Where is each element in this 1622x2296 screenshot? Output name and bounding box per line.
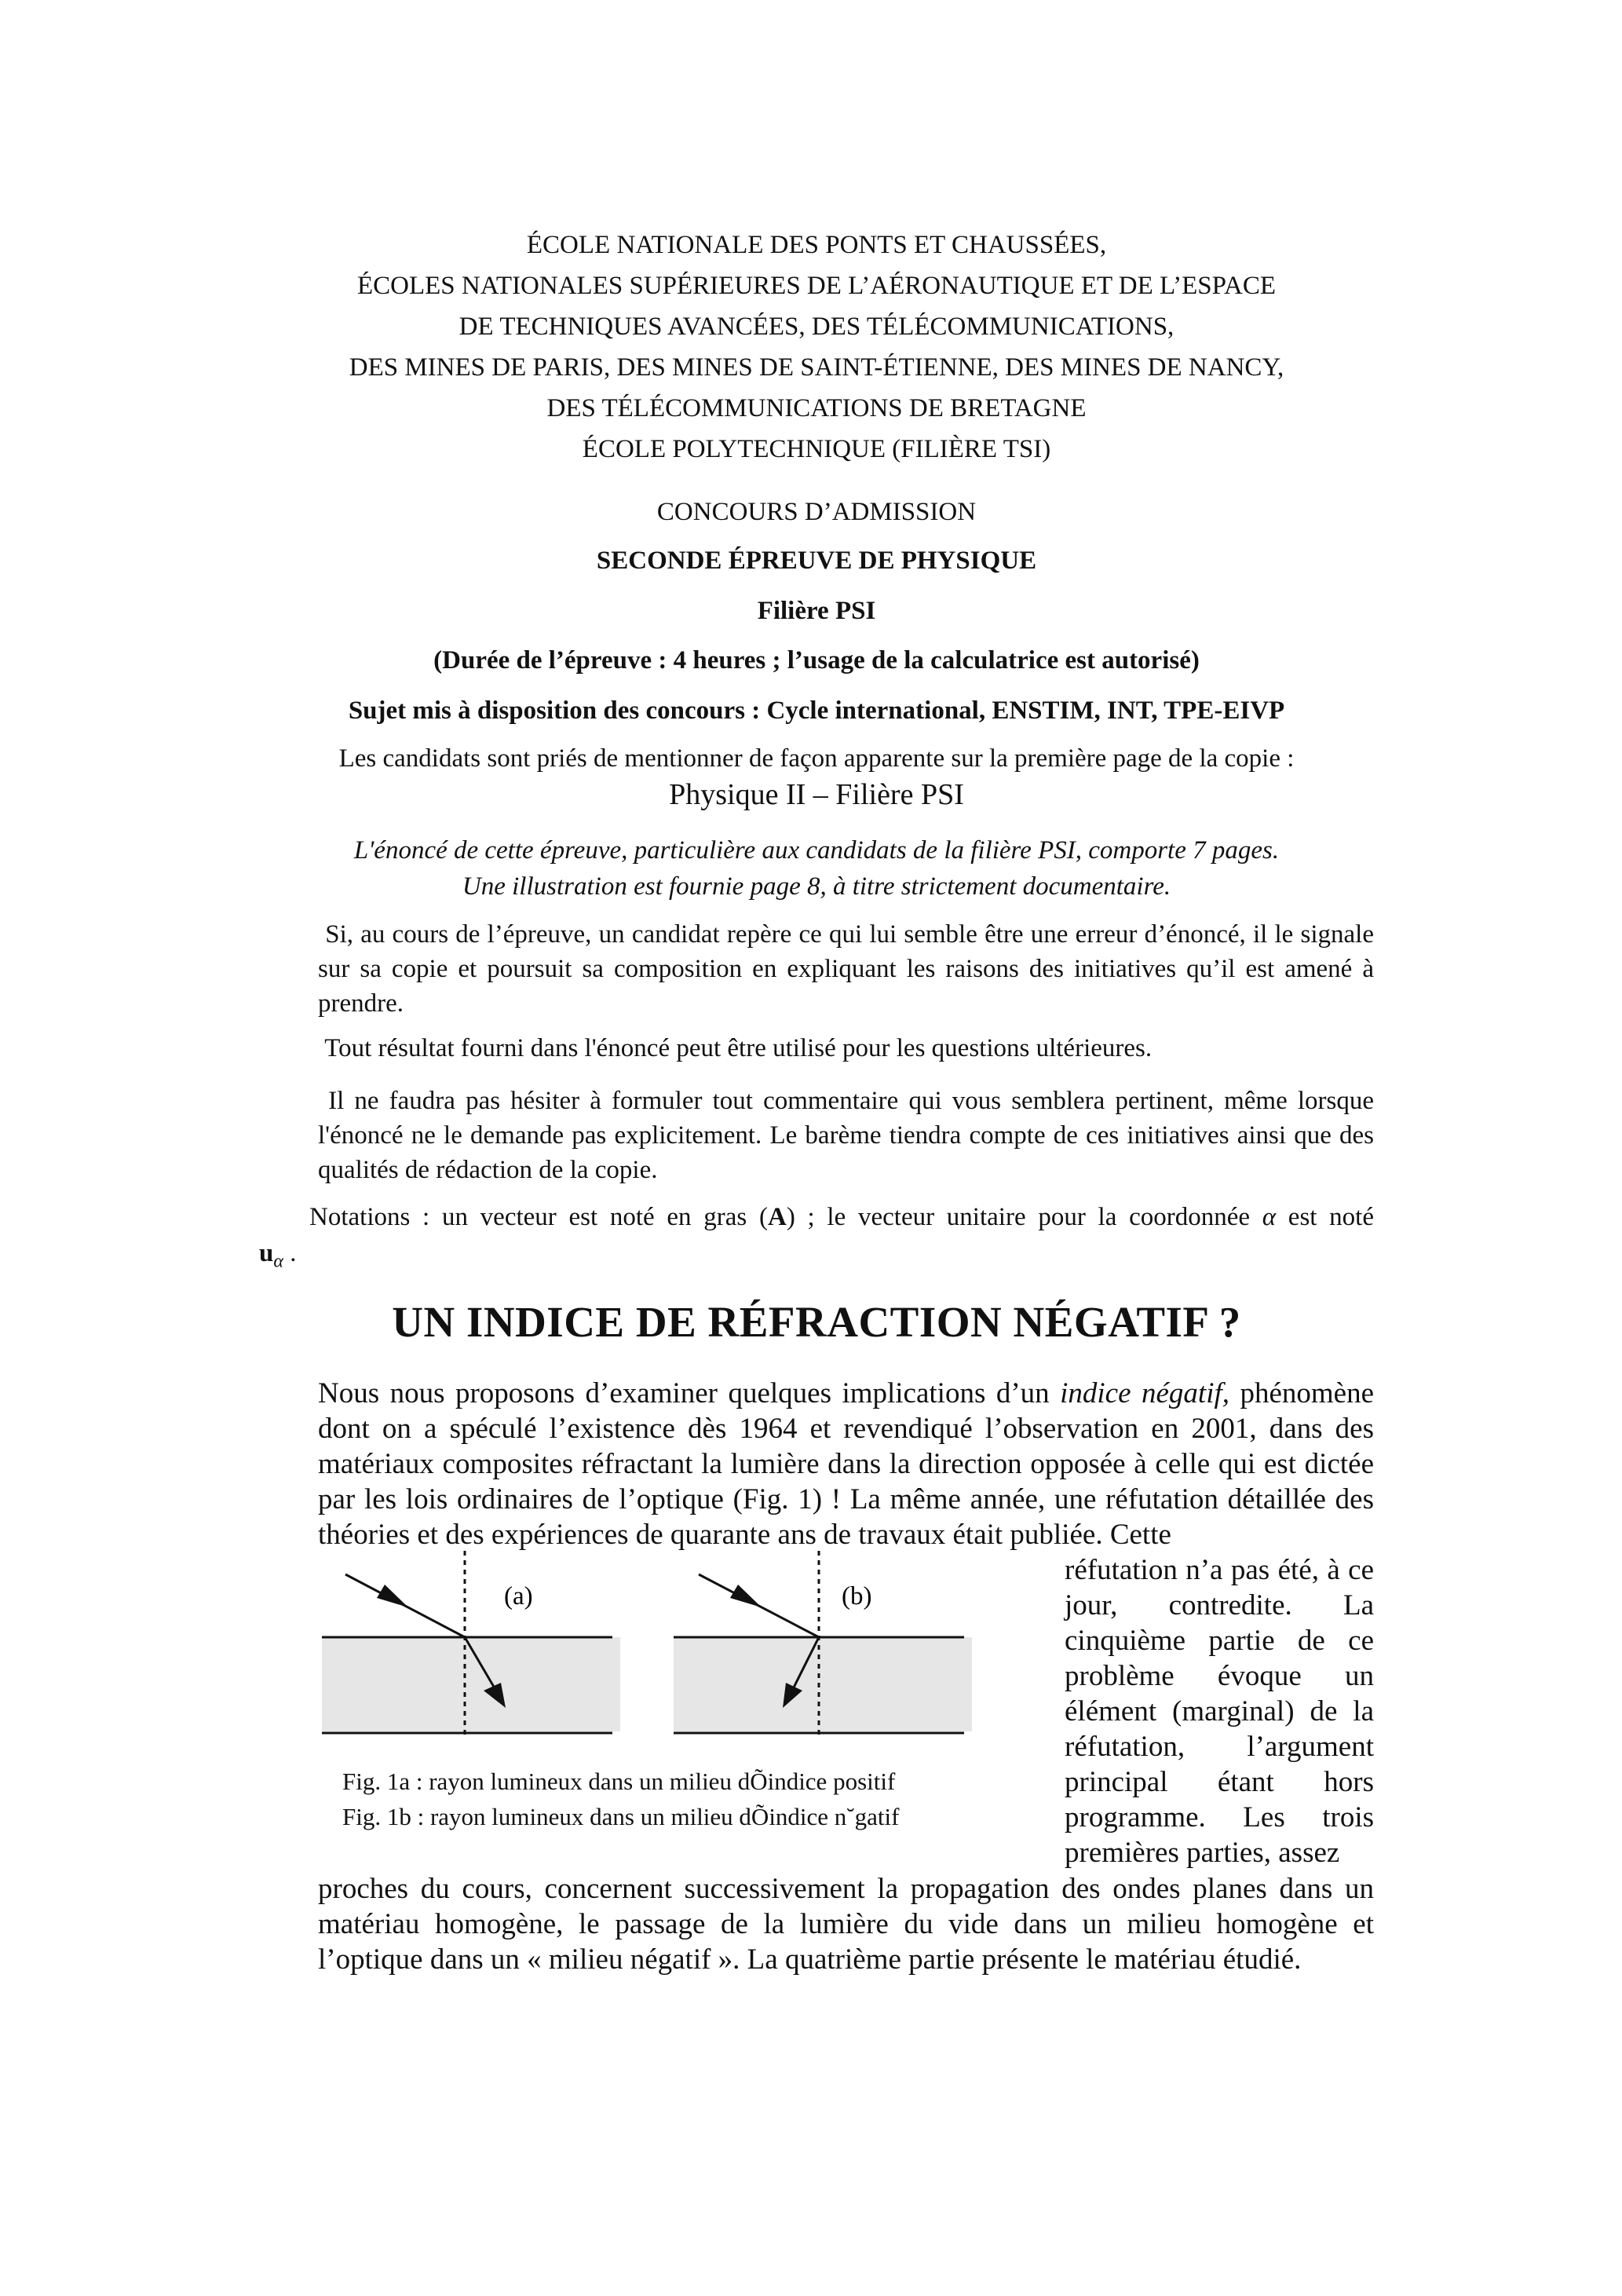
header-line: ÉCOLE POLYTECHNIQUE (FILIÈRE TSI) [582,435,1051,463]
header-line: DES TÉLÉCOMMUNICATIONS DE BRETAGNE [546,394,1087,422]
medium-a [322,1637,620,1731]
figure-caption-b: Fig. 1b : rayon lumineux dans un milieu dÕindice n˘gatif [342,1803,900,1830]
subject-availability: Sujet mis à disposition des concours : Cycle international, ENSTIM, INT, TPE-EIVP [348,696,1285,725]
unit-vector-subscript: α [273,1251,283,1272]
rule-text: Tout résultat fourni dans l'énoncé peut être utilisé pour les questions ultérieures. [324,1034,1153,1062]
rule-text: Il ne faudra pas hésiter à formuler tout commentaire qui vous semblera pertinent, même lorsque l'énoncé ne le demande pas explicitement. Le barème tiendra compte de ces initiatives ainsi que des qualités de rédaction de la copie. [318,1087,1374,1184]
refraction-figure [314,1551,989,1755]
incident-arrowhead-b [730,1585,762,1607]
fig-label-a: (a) [504,1582,533,1610]
figure-caption-a: Fig. 1a : rayon lumineux dans un milieu dÕindice positif [342,1768,896,1795]
intro-side-column: réfutation n’a pas été, à ce jour, contredite. La cinquième partie de ce problème évoque un élément (marginal) de la réfutation, l’argument principal étant hors programme. Les trois premières parties, assez [1065,1554,1374,1869]
school-header [236,225,1397,470]
copy-instruction: Les candidats sont priés de mentionner de façon apparente sur la première page de la copie : [338,744,1295,773]
medium-b [674,1637,972,1731]
header-line: ÉCOLES NATIONALES SUPÉRIEURES DE L’AÉRONAUTIQUE ET DE L’ESPACE [356,272,1276,300]
unit-vector-dot: . [290,1239,297,1267]
statement-note [236,832,1397,905]
copy-title: Physique II – Filière PSI [669,778,964,811]
unit-vector-letter: u [259,1239,274,1267]
alpha-symbol: α [1262,1203,1277,1231]
notation-paragraph [309,1200,1374,1234]
intro-text: phénomène dont on a spéculé l’existence dès 1964 et revendiqué l’observation en 2001, dans des matériaux composites réfractant la lumière dans la direction opposée à celle qui est dictée par les lois ordinaires de l’optique (Fig. 1) ! La même année, une réfutation détaillée des théories et des expériences de quarante ans de travaux était publiée. Cette [318,1377,1375,1551]
header-line: DES MINES DE PARIS, DES MINES DE SAINT-ÉTIENNE, DES MINES DE NANCY, [349,353,1284,382]
statement-line: L'énoncé de cette épreuve, particulière aux candidats de la filière PSI, comporte 7 pages. [353,836,1280,865]
rule-paragraph-comments [318,1084,1374,1187]
notation-text: est noté [1288,1203,1374,1231]
duration-note: (Durée de l’épreuve : 4 heures ; l’usage de la calculatrice est autorisé) [433,646,1200,675]
problem-title: UN INDICE DE RÉFRACTION NÉGATIF ? [392,1298,1241,1346]
exam-name: SECONDE ÉPREUVE DE PHYSIQUE [596,547,1037,575]
rule-paragraph-results [318,1031,1374,1066]
rule-paragraph-errors [318,917,1374,1021]
header-line: ÉCOLE NATIONALE DES PONTS ET CHAUSSÉES, [526,231,1107,259]
concours-label: CONCOURS D’ADMISSION [656,498,977,526]
incident-arrowhead-a [377,1585,408,1607]
fig-label-b: (b) [842,1582,872,1610]
intro-closing: proches du cours, concernent successivement la propagation des ondes planes dans un matériau homogène, le passage de la lumière du vide dans un milieu homogène et l’optique dans un « milieu négatif ». La quatrième partie présente le matériau étudié. [318,1873,1374,1976]
notation-text: ) ; le vecteur unitaire pour la coordonnée [786,1203,1250,1231]
intro-text: Nous nous proposons d’examiner quelques implications d’un [318,1377,1050,1409]
intro-paragraph [318,1376,1374,1552]
track-name: Filière PSI [757,597,876,625]
rule-text: Si, au cours de l’épreuve, un candidat repère ce qui lui semble être une erreur d’énoncé, il le signale sur sa copie et poursuit sa composition en expliquant les raisons des initiatives qu’il est amené à prendre. [318,920,1374,1018]
bold-vector-example: A [767,1203,787,1231]
intro-emphasis: indice négatif, [1060,1377,1230,1409]
statement-line: Une illustration est fournie page 8, à titre strictement documentaire. [462,872,1171,901]
unit-vector-symbol [259,1239,296,1273]
notation-text: Notations : un vecteur est noté en gras ( [309,1203,768,1231]
header-line: DE TECHNIQUES AVANCÉES, DES TÉLÉCOMMUNICATIONS, [458,313,1174,341]
